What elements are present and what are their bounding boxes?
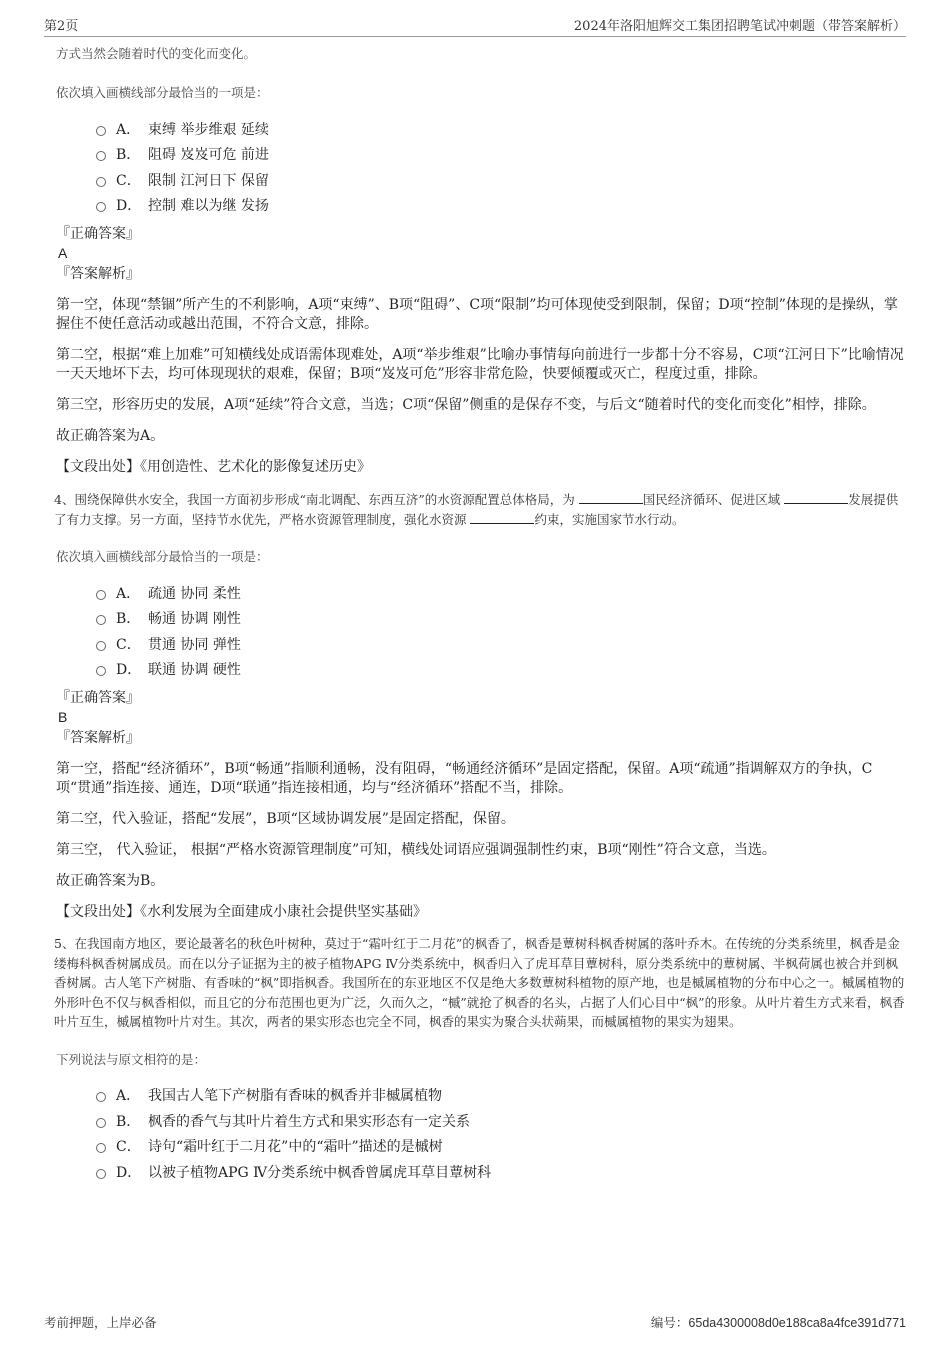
radio-icon[interactable] [96, 177, 106, 187]
page-number: 第2页 [44, 19, 79, 34]
q4-conclusion: 故正确答案为B。 [56, 873, 165, 889]
q4-analysis-label: 『答案解析』 [56, 730, 140, 746]
q5-options [56, 1083, 906, 1185]
radio-icon[interactable] [96, 151, 106, 161]
q4-analysis-2: 第二空，代入验证，搭配“发展”，B项“区域协调发展”是固定搭配，保留。 [56, 811, 515, 827]
q4-option-c[interactable]: C． 贯通 协同 弹性 [96, 631, 906, 657]
radio-icon[interactable] [96, 126, 106, 136]
radio-icon[interactable] [96, 1092, 106, 1102]
q4-option-d[interactable]: D． 联通 协调 硬性 [96, 657, 906, 683]
q3-analysis-1: 第一空，体现“禁锢”所产生的不利影响，A项“束缚”、B项“阻碍”、C项“限制”均可体现使受到限制，保留；D项“控制”体现的是操纵，掌握住不使任意活动或越出范围，不符合文意，排除。 [56, 297, 898, 332]
answer-blank [579, 491, 643, 504]
q3-option-d[interactable]: D． 控制 难以为继 发扬 [96, 193, 906, 219]
q5-option-c[interactable]: C． 诗句“霜叶红于二月花”中的“霜叶”描述的是槭树 [96, 1134, 906, 1160]
answer-blank [784, 491, 848, 504]
radio-icon[interactable] [96, 1118, 106, 1128]
q5-option-b[interactable]: B． 枫香的香气与其叶片着生方式和果实形态有一定关系 [96, 1108, 906, 1134]
radio-icon[interactable] [96, 1169, 106, 1179]
q3-prompt: 依次填入画横线部分最恰当的一项是： [56, 85, 269, 100]
q4-option-a[interactable]: A． 疏通 协同 柔性 [96, 580, 906, 606]
q4-analysis-1: 第一空，搭配“经济循环”，B项“畅通”指顺利通畅，没有阻碍，“畅通经济循环”是固定搭配，保留。A项“疏通”指调解双方的争执，C项“贯通”指连接、通连，D项“联通”指连接相通，均与“经济循环”搭配不当，排除。 [56, 761, 873, 796]
q3-stem-continuation: 方式当然会随着时代的变化而变化。 [56, 46, 257, 61]
radio-icon[interactable] [96, 1143, 106, 1153]
radio-icon[interactable] [96, 666, 106, 676]
q4-answer: B [58, 709, 68, 725]
q3-analysis-2: 第二空，根据“难上加难”可知横线处成语需体现难处，A项“举步维艰”比喻办事情每向前进行一步都十分不容易，C项“江河日下”比喻情况一天天地坏下去，均可体现现状的艰难，保留；B项“岌岌可危”形容非常危险，快要倾覆或灭亡，程度过重，排除。 [56, 347, 904, 382]
page-footer [44, 1313, 906, 1331]
document-title: 2024年洛阳旭辉交工集团招聘笔试冲刺题（带答案解析） [573, 19, 906, 34]
q3-answer: A [58, 245, 68, 261]
q3-analysis-label: 『答案解析』 [56, 266, 140, 282]
q5-option-d[interactable]: D． 以被子植物APG Ⅳ分类系统中枫香曾属虎耳草目蕈树科 [96, 1159, 906, 1185]
answer-blank [470, 511, 534, 524]
q3-option-a[interactable]: A． 束缚 举步维艰 延续 [96, 116, 906, 142]
q3-analysis-3: 第三空，形容历史的发展，A项“延续”符合文意，当选；C项“保留”侧重的是保存不变，与后文“随着时代的变化而变化”相悖，排除。 [56, 397, 876, 413]
page-content [56, 40, 906, 1185]
q5-option-a[interactable]: A． 我国古人笔下产树脂有香味的枫香并非槭属植物 [96, 1083, 906, 1109]
radio-icon[interactable] [96, 590, 106, 600]
footer-slogan: 考前押题，上岸必备 [44, 1315, 157, 1330]
radio-icon[interactable] [96, 615, 106, 625]
q4-stem: 4、围绕保障供水安全，我国一方面初步形成“南北调配、东西互济”的水资源配置总体格局，为 国民经济循环、促进区域 发展提供了有力支撑。另一方面，坚持节水优先，严格水资源管理制度，强化水资源 约束，实施国家节水行动。 [54, 492, 899, 527]
q3-answer-label: 『正确答案』 [56, 226, 140, 242]
q3-source: 【文段出处】《用创造性、艺术化的影像复述历史》 [56, 459, 371, 475]
q3-option-b[interactable]: B． 阻碍 岌岌可危 前进 [96, 142, 906, 168]
q4-options [56, 580, 906, 682]
q4-answer-label: 『正确答案』 [56, 690, 140, 706]
radio-icon[interactable] [96, 202, 106, 212]
q5-stem: 5、在我国南方地区，要论最著名的秋色叶树种，莫过于“霜叶红于二月花”的枫香了，枫香是蕈树科枫香树属的落叶乔木。在传统的分类系统里，枫香是金缕梅科枫香树属成员。而在以分子证据为主的被子植物APG Ⅳ分类系统中，枫香归入了虎耳草目蕈树科，原分类系统中的蕈树属、半枫荷属也被合并到枫香树属。古人笔下产树脂、有香味的“枫”即指枫香。我国所在的东亚地区不仅是绝大多数蕈树科植物的原产地，也是槭属植物的分布中心之一。槭属植物的外形叶色不仅与枫香相似，而且它的分布范围也更为广泛，久而久之，“槭”就抢了枫香的名头，占据了人们心目中“枫”的形象。从叶片着生方式来看，枫香叶片互生，槭属植物叶片对生。其次，两者的果实形态也完全不同，枫香的果实为聚合头状蒴果，而槭属植物的果实为翅果。 [54, 936, 905, 1029]
q4-prompt: 依次填入画横线部分最恰当的一项是： [56, 549, 269, 564]
radio-icon[interactable] [96, 641, 106, 651]
q4-analysis-3: 第三空， 代入验证， 根据“严格水资源管理制度”可知，横线处词语应强调强制性约束，B项“刚性”符合文意，当选。 [56, 842, 776, 858]
page-header [44, 12, 906, 37]
q3-options [56, 116, 906, 218]
q3-option-c[interactable]: C． 限制 江河日下 保留 [96, 167, 906, 193]
q5-prompt: 下列说法与原文相符的是： [56, 1051, 207, 1067]
q4-source: 【文段出处】《水利发展为全面建成小康社会提供坚实基础》 [56, 904, 427, 920]
q4-option-b[interactable]: B． 畅通 协调 刚性 [96, 606, 906, 632]
q3-conclusion: 故正确答案为A。 [56, 428, 165, 444]
document-code: 编号：65da4300008d0e188ca8a4fce391d771 [650, 1315, 906, 1330]
